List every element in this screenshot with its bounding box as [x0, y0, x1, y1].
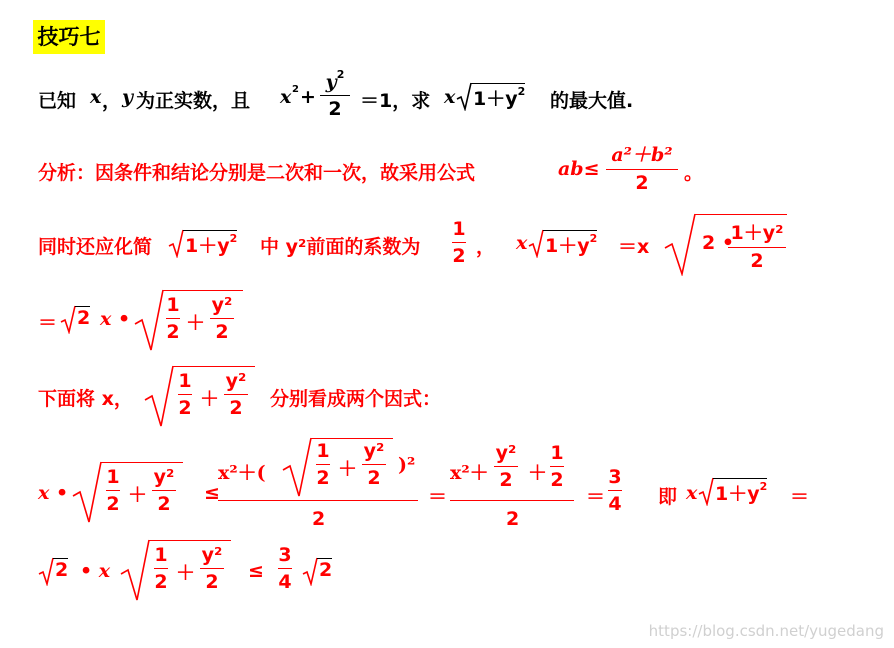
frac-y2-2	[494, 442, 518, 491]
frac-num: y²	[211, 294, 233, 316]
eq-x: ＝x	[618, 236, 650, 258]
frac-den: 2	[316, 467, 330, 489]
exp-2: 2	[292, 84, 299, 95]
section-title: 技巧七	[33, 20, 105, 54]
bigA-pre: x²＋(	[218, 462, 266, 484]
sqrt-left	[72, 460, 184, 524]
frac-num: y²	[201, 544, 223, 566]
radicand: 1＋y	[545, 235, 590, 257]
plus: +	[300, 86, 316, 108]
eq-sign: ＝	[38, 312, 58, 334]
x-dot: x •	[38, 482, 69, 504]
radicand: 1＋y	[715, 483, 760, 505]
radical-sign	[60, 304, 76, 334]
problem-tail: 的最大值.	[550, 90, 634, 112]
plus: ＋	[128, 484, 148, 506]
frac-num: 1	[106, 466, 120, 488]
bigA-sqrt	[282, 436, 394, 498]
frac-num: 1	[550, 442, 564, 464]
radical-sign	[120, 538, 150, 602]
frac-num: 1	[316, 440, 330, 462]
radical-sign	[72, 460, 102, 524]
eq-1: ＝1，求	[360, 90, 431, 112]
problem-lead: 已知	[38, 90, 77, 112]
plus: ＋	[176, 562, 196, 584]
frac-y2-2	[200, 544, 224, 593]
frac-num: y	[325, 71, 337, 93]
frac-den: 2	[229, 397, 243, 419]
var-x: x	[686, 482, 698, 504]
comma: ，	[102, 90, 122, 112]
plus: ＋	[528, 462, 548, 484]
sqrt-1-plus-y2: $1+y^2$	[698, 476, 782, 506]
frac-num: 1	[166, 294, 180, 316]
frac-den: 2	[452, 245, 466, 267]
factor-lead: 下面将 x，	[38, 388, 133, 410]
var-x3: x	[444, 86, 456, 108]
frac-den: 2	[106, 493, 120, 515]
frac-den: 2	[157, 493, 171, 515]
radical-sign	[664, 212, 696, 276]
bigA-den: 2	[312, 508, 326, 530]
var-x2: x	[280, 86, 292, 108]
plus: ＋	[186, 312, 206, 334]
sqrt-1-plus-y2-b: $1+y^2$	[528, 228, 612, 258]
radical-sign	[134, 288, 164, 352]
frac-1-2	[106, 466, 120, 515]
radicand: 2	[55, 559, 69, 581]
bigA-post: )²	[398, 454, 416, 476]
frac-num: y²	[363, 440, 385, 462]
frac-den: 2	[166, 321, 180, 343]
radical-sign	[144, 364, 174, 428]
big-fraction-a	[218, 436, 418, 536]
sqrt-half-plus-y2-half	[134, 288, 244, 352]
frac-num: 3	[608, 466, 622, 488]
x-dot: x •	[100, 308, 131, 330]
frac-den: 2	[328, 98, 342, 120]
frac-num: y²	[495, 442, 517, 464]
watermark-url: https://blog.csdn.net/yugedang	[648, 622, 884, 640]
dot-x: • x	[80, 560, 111, 582]
sqrt-2	[38, 556, 74, 586]
eq-sign: ＝	[428, 486, 448, 508]
frac-1-2	[178, 370, 192, 419]
plus: ＋	[338, 458, 358, 480]
analysis-text: 分析：因条件和结论分别是二次和一次，故采用公式	[38, 162, 476, 184]
frac-num: 1	[452, 218, 466, 240]
radical-sign	[456, 81, 472, 111]
frac-den: 4	[608, 493, 622, 515]
frac-den: 2	[750, 250, 764, 272]
eq-sign-3: ＝	[790, 486, 810, 508]
comma: ，	[476, 236, 496, 258]
eq-sign-2: ＝	[586, 486, 606, 508]
sqrt-1-plus-y2: $1+y^2$	[456, 81, 540, 111]
frac-den: 2	[205, 571, 219, 593]
coefficient-text: 中 y²前面的系数为	[260, 236, 421, 258]
problem-mid: 为正实数，且	[136, 90, 251, 112]
sqrt-half-plus-y2-half	[144, 364, 256, 428]
frac-y2-2	[224, 370, 248, 419]
radical-sign	[302, 556, 318, 586]
formula-ab: ab≤	[558, 158, 600, 180]
frac-y2-2	[210, 294, 234, 343]
frac-num: y²	[225, 370, 247, 392]
frac-num: 1	[178, 370, 192, 392]
factor-tail: 分别看成两个因式：	[270, 388, 442, 410]
frac-den: 2	[499, 469, 513, 491]
var-x: x	[516, 232, 528, 254]
plus: ＋	[200, 388, 220, 410]
bigB-den: 2	[506, 508, 520, 530]
two-dot: 2 •	[702, 232, 734, 254]
radical-sign	[282, 436, 312, 498]
le-sign: ≤	[248, 560, 264, 582]
frac-den: 2	[178, 397, 192, 419]
cropped-glyph	[365, 0, 395, 2]
frac-den: 4	[278, 571, 292, 593]
fraction-a2b2-over-2	[606, 140, 678, 194]
frac-y2-2	[152, 466, 176, 515]
sqrt-2	[60, 304, 96, 334]
frac-den: 2	[367, 467, 381, 489]
sqrt-1-plus-y2: $1+y^2$	[168, 228, 252, 258]
frac-den: 2	[215, 321, 229, 343]
frac-1-2	[316, 440, 330, 489]
radical-sign	[528, 228, 544, 258]
frac-num: 1	[154, 544, 168, 566]
radical-sign	[38, 556, 54, 586]
frac-den: 2	[154, 571, 168, 593]
fraction-one-half	[452, 218, 466, 267]
sqrt-big	[664, 212, 788, 276]
radical-sign	[168, 228, 184, 258]
simplify-lead: 同时还应化简	[38, 236, 153, 258]
frac-num: y²	[153, 466, 175, 488]
frac-den: 2	[550, 469, 564, 491]
big-fraction-b	[450, 442, 578, 536]
fraction-1y2-over-2	[728, 218, 786, 272]
radicand: 2	[77, 307, 91, 329]
radicand: 1＋y	[185, 235, 230, 257]
period: 。	[684, 162, 704, 184]
frac-num: 3	[278, 544, 292, 566]
frac-num: 1＋y²	[730, 222, 784, 244]
radicand: 2	[319, 559, 333, 581]
var-y: y	[122, 86, 134, 108]
radical-sign	[698, 476, 714, 506]
frac-1-2	[154, 544, 168, 593]
frac-y2-2	[362, 440, 386, 489]
le-sign: ≤	[204, 482, 220, 504]
frac-1-2	[550, 442, 564, 491]
fraction-y2-over-2: $y^2$ 2	[320, 68, 350, 120]
frac-num: a²＋b²	[611, 144, 673, 166]
var-x: x	[90, 86, 102, 108]
frac-3-4	[608, 466, 622, 515]
frac-3-4	[278, 544, 292, 593]
ji-text: 即	[658, 486, 678, 508]
radicand: 1＋y	[473, 88, 518, 110]
frac-1-2	[166, 294, 180, 343]
sqrt-2-b	[302, 556, 338, 586]
frac-den: 2	[635, 172, 649, 194]
sqrt-half-plus-y2-half	[120, 538, 232, 602]
bigB-pre: x²＋	[450, 462, 489, 484]
